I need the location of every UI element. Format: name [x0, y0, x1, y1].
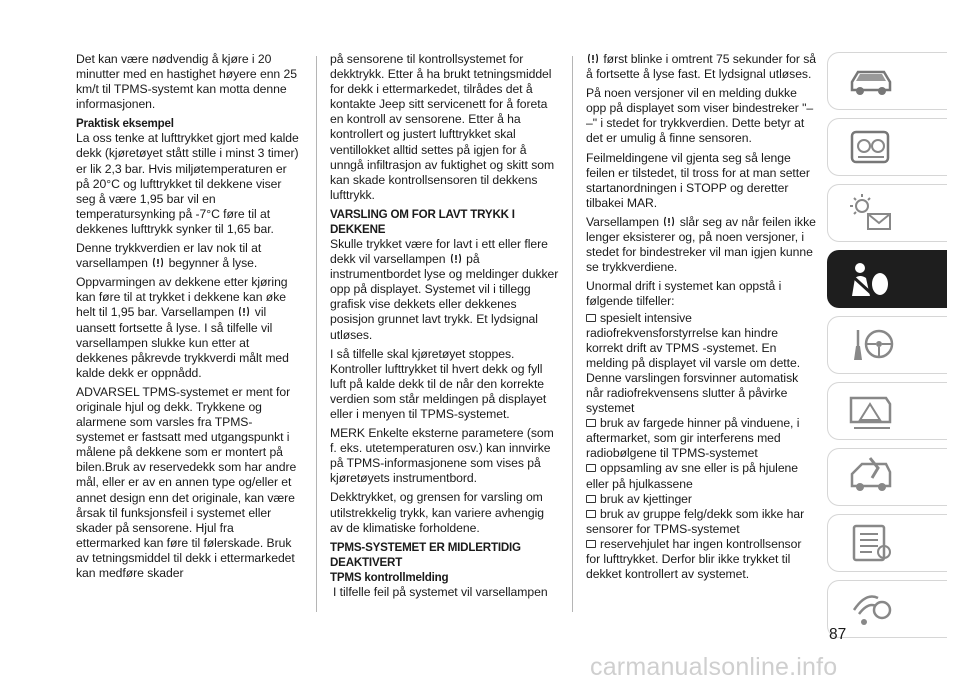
- paragraph: La oss tenke at lufttrykket gjort med kalde dekk (kjøretøyet stått stille i minst 3 timer) er lik 2,3 bar. Hvis miljøtemperaturen er på 20°C og lufttrykket til dekkene viser seg å være 1,95 bar vil en temperatursynking på -7°C føre til at dekkenes lufttrykk synker til 1,65 bar.: [76, 131, 299, 236]
- paragraph: [76, 241, 300, 271]
- tab-starting-driving[interactable]: [827, 316, 947, 374]
- paragraph: Dekktrykket, og grensen for varsling om utilstrekkelig trykk, kan variere avhengig av de klimatiske forholdene.: [330, 490, 544, 535]
- list-item-text: bruk av kjettinger: [600, 491, 692, 506]
- paragraph: [586, 215, 818, 275]
- car-overview-icon: [846, 60, 896, 102]
- column-divider: [572, 56, 573, 612]
- list-item-text: bruk av gruppe felg/dekk som ikke har sensorer for TPMS-systemet: [586, 506, 805, 536]
- text-run: Oppvarmingen av dekkene etter kjøring kan føre til at trykket i dekkene kan øke helt til 1,95 bar. Varsellampen: [76, 275, 288, 320]
- maintenance-icon: [846, 456, 896, 498]
- paragraph: [330, 237, 560, 343]
- text-column-3: [586, 52, 818, 582]
- list-item: [586, 416, 818, 461]
- page-number: 87: [829, 626, 847, 643]
- paragraph: Feilmeldingene vil gjenta seg så lenge feilen er tilstedet, til tross for at man setter startanordningen i STOPP og deretter tilbakei MAR.: [586, 150, 810, 210]
- bullet-list: [586, 311, 818, 583]
- paragraph: Det kan være nødvendig å kjøre i 20 minutter med en hastighet høyere enn 25 km/t til TPMS-systemt kan motta denne informasjonen.: [76, 52, 297, 112]
- square-bullet-icon: [586, 510, 596, 518]
- tab-lights[interactable]: [827, 184, 947, 242]
- watermark: carmanualsonline.info: [590, 653, 838, 681]
- section-heading: VARSLING OM FOR LAVT TRYKK I DEKKENE: [330, 207, 515, 236]
- text-run: vil uansett fortsette å lyse. I så tilfelle vil varsellampen slukke kun etter at dekkenes påkrevde trykkverdi målt med kalde dekk er oppnådd.: [76, 305, 289, 380]
- tpms-warning-lamp-icon: [587, 53, 599, 64]
- list-item: [586, 311, 818, 417]
- square-bullet-icon: [586, 419, 596, 427]
- tab-car-overview[interactable]: [827, 52, 947, 110]
- list-item: [586, 507, 818, 537]
- multimedia-icon: [846, 588, 896, 630]
- list-item-text: reservehjulet har ingen kontrollsensor for lufttrykket. Derfor blir ikke trykket til dekket kontrollert av systemet.: [586, 536, 802, 582]
- list-item: [586, 537, 818, 582]
- paragraph: ADVARSEL TPMS-systemet er ment for originale hjul og dekk. Trykkene og alarmene som varsles fra TPMS-systemet er fastsatt med utgangspunkt i målene på dekkene som er montert på bilen.Bruk av reservedekk som har andre mål, eller er av en annen type og/eller et annet design enn det originale, kan være årsak til funksjonsfeil i systemet eller skader på sensorene. Hjul fra ettermarked kan føre til følerskade. Bruk av tetningsmiddel til dekk i ettermarkedet kan medføre skader: [76, 384, 297, 580]
- lights-icon: [846, 192, 896, 234]
- text-run: begynner å lyse.: [168, 256, 258, 271]
- paragraph: I tilfelle feil på systemet vil varsellampen: [333, 584, 548, 599]
- text-run: på instrumentbordet lyse og meldinger dukker opp på displayet. Systemet vil i tillegg grafisk vise dekkets eller dekkenes posisjon grunnet lavt trykk. Et lydsignal utløses.: [330, 252, 559, 342]
- tab-maintenance[interactable]: [827, 448, 947, 506]
- square-bullet-icon: [586, 540, 596, 548]
- text-run: Denne trykkverdien er lav nok til at varsellampen: [76, 241, 262, 271]
- tab-emergency[interactable]: [827, 382, 947, 440]
- paragraph: [76, 275, 300, 381]
- paragraph: på sensorene til kontrollsystemet for dekktrykk. Etter å ha brukt tetningsmiddel for dekk i ettermarkedet, tilrådes det å kontakte Jeep sitt servicenett for å foreta en kontroll av sensorene. Etter å ha kontrollert og justert lufttrykket skal ventillokket alltid settes på igjen for å unngå infiltrasjon av fuktighet og skitt som kan skade kontrollsensoren til dekkens lufttrykk.: [330, 52, 555, 202]
- text-run: Skulle trykket være for lavt i ett eller flere dekk vil varsellampen: [330, 236, 548, 267]
- technical-data-icon: [846, 522, 896, 564]
- list-item-text: bruk av fargede hinner på vinduene, i aftermarket, som gir interferens med radiobølgene til TPMS-systemet: [586, 416, 800, 461]
- list-item: [586, 492, 818, 507]
- subsection-heading: TPMS kontrollmelding: [330, 570, 449, 584]
- starting-driving-icon: [846, 324, 896, 366]
- paragraph: Unormal drift i systemet kan oppstå i følgende tilfeller:: [586, 279, 782, 309]
- tpms-warning-lamp-icon: [663, 216, 675, 227]
- list-item-text: spesielt intensive radiofrekvensforstyrrelse kan hindre korrekt drift av TPMS -systemet. En melding på displayet vil varsle om dette. Denne varslingen forsvinner automatisk når radiofrekvensens slutter å påvirke systemet: [586, 310, 801, 416]
- tab-safety[interactable]: [827, 250, 947, 308]
- text-run: slår seg av når feilen ikke lenger eksisterer og, på noen versjoner, i stedet for bindestreker vil man igjen kunne se trykkverdiene.: [586, 214, 816, 275]
- tab-technical-data[interactable]: [827, 514, 947, 572]
- paragraph: [586, 52, 818, 82]
- text-column-1: [76, 52, 300, 585]
- dashboard-icon: [846, 126, 896, 168]
- text-run: Varsellampen: [586, 214, 660, 229]
- square-bullet-icon: [586, 495, 596, 503]
- square-bullet-icon: [586, 464, 596, 472]
- text-run: først blinke i omtrent 75 sekunder for så å fortsette å lyse fast. Et lydsignal utløses.: [586, 52, 817, 82]
- list-item-text: oppsamling av sne eller is på hjulene eller på hjulkassene: [586, 461, 799, 491]
- paragraph: I så tilfelle skal kjøretøyet stoppes. Kontroller lufttrykket til hvert dekk og fyll luft på kalde dekk til de når den korrekte verdien som står meldingen på displayet eller i menyen til TPMS-systemet.: [330, 346, 547, 421]
- tpms-warning-lamp-icon: [152, 257, 164, 268]
- list-item: [586, 461, 818, 491]
- square-bullet-icon: [586, 314, 596, 322]
- tab-dashboard[interactable]: [827, 118, 947, 176]
- section-heading: Praktisk eksempel: [76, 117, 174, 131]
- section-heading: TPMS-SYSTEMET ER MIDLERTIDIG DEAKTIVERT: [330, 540, 521, 569]
- safety-seatbelt-icon: [846, 258, 896, 300]
- column-divider: [316, 56, 317, 612]
- tpms-warning-lamp-icon: [450, 253, 462, 264]
- paragraph: På noen versjoner vil en melding dukke opp på displayet som viser bindestreker "– –" i stedet for trykkverdien. Dette betyr at det er umulig å finne sensoren.: [586, 86, 814, 146]
- tpms-warning-lamp-icon: [238, 306, 250, 317]
- text-column-2: [330, 52, 560, 604]
- paragraph: MERK Enkelte eksterne parametere (som f. eks. utetemperaturen osv.) kan innvirke på TPMS-informasjonene som vises på kjøretøyets instrumentbord.: [330, 426, 554, 486]
- emergency-icon: [846, 390, 896, 432]
